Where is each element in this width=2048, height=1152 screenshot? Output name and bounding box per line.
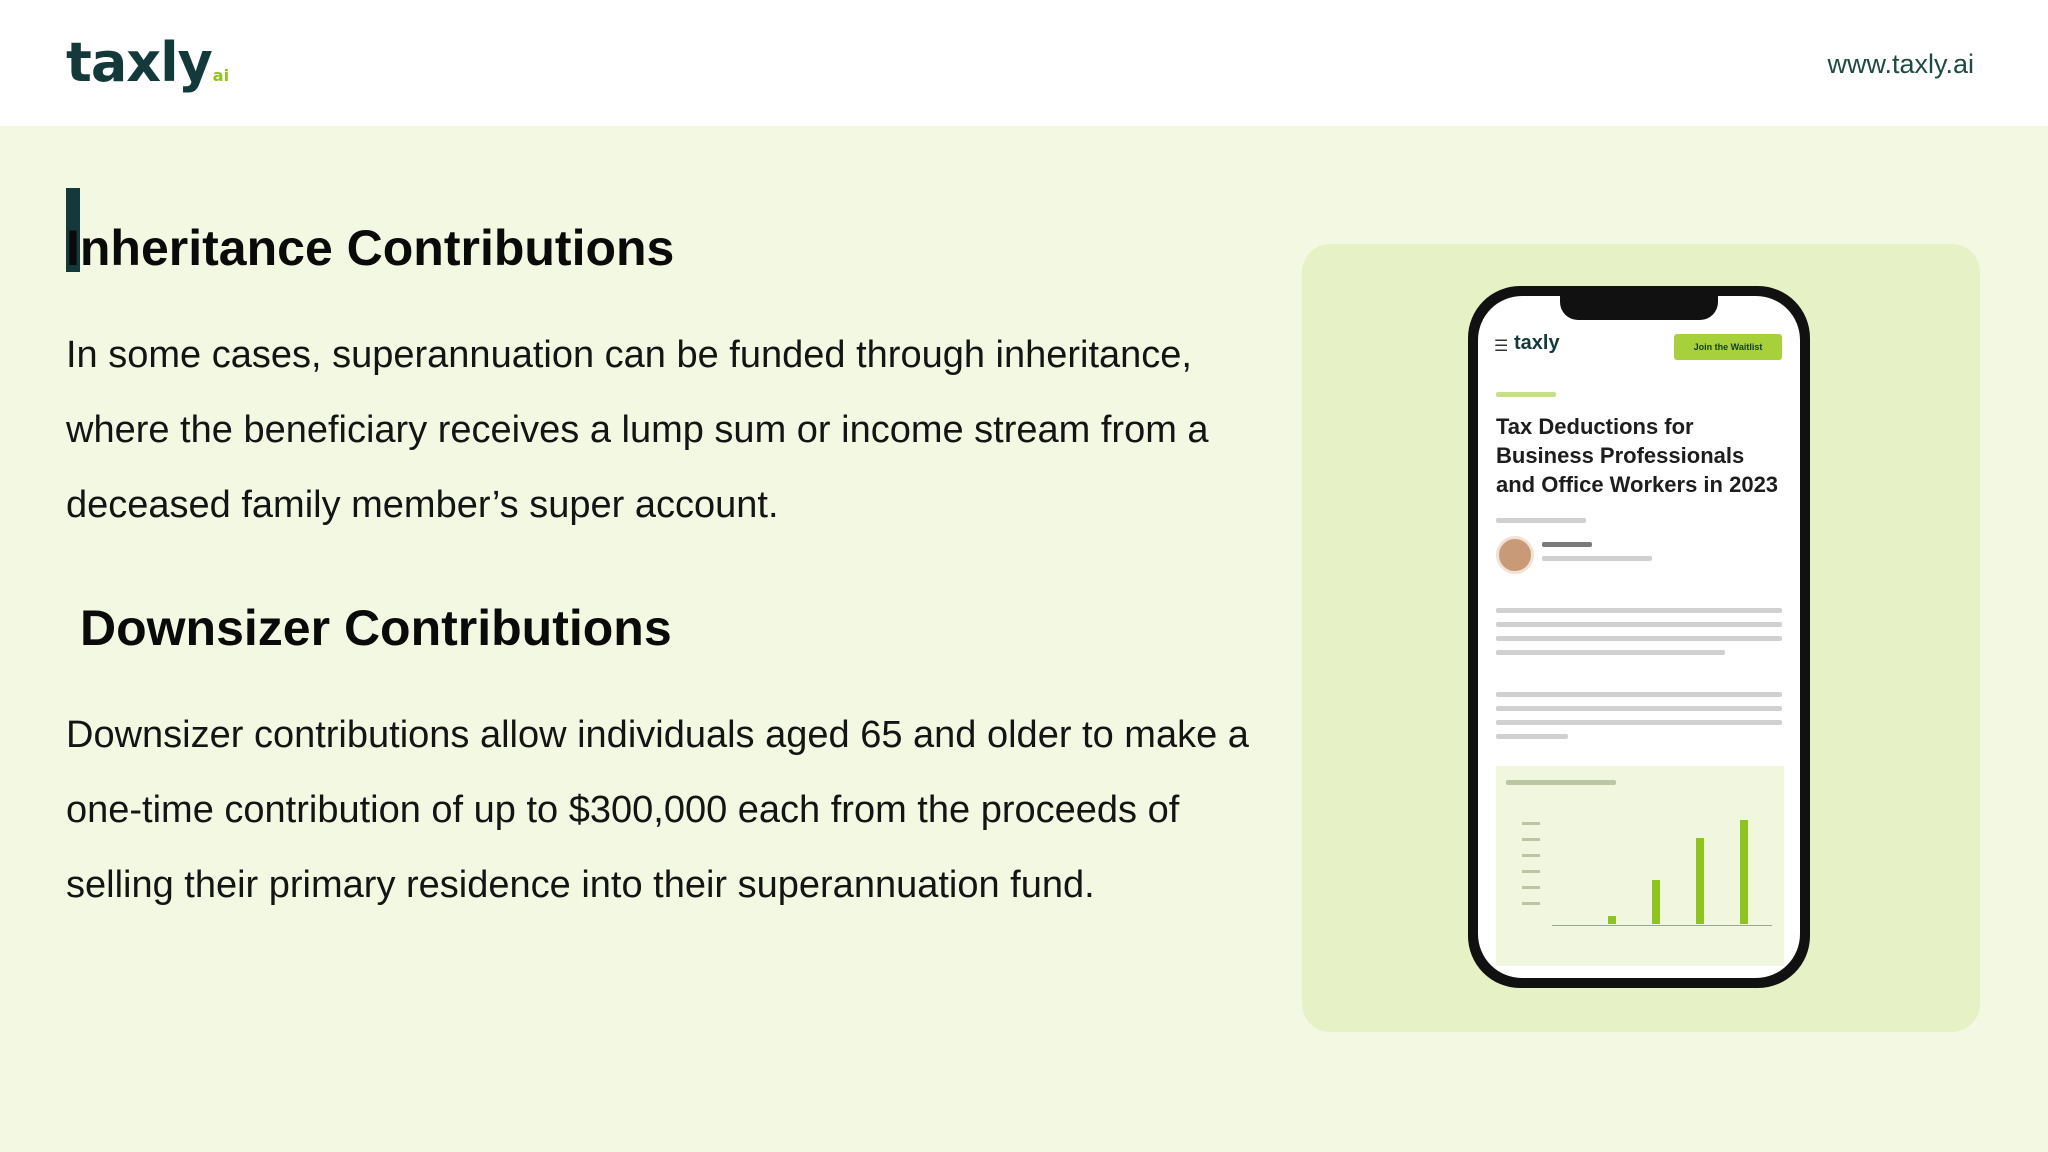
logo-suffix: ai	[212, 66, 230, 85]
phone-mockup	[1468, 286, 1810, 988]
screen-chart-thumbnail	[1496, 766, 1784, 966]
phone-screen	[1478, 296, 1800, 978]
screen-paragraph-2	[1496, 692, 1782, 748]
screen-paragraph-1	[1496, 608, 1782, 664]
join-waitlist-button: Join the Waitlist	[1674, 334, 1782, 360]
hamburger-icon: ☰	[1494, 338, 1509, 355]
author-avatar	[1496, 536, 1534, 574]
screen-breadcrumb-line	[1496, 518, 1782, 532]
screen-logo: taxly	[1514, 332, 1560, 354]
phone-mockup-card	[1302, 244, 1980, 1032]
site-url[interactable]: www.taxly.ai	[1827, 49, 1974, 79]
taxly-logo[interactable]	[66, 28, 229, 111]
screen-category-line	[1496, 392, 1782, 406]
downsizer-body: Downsizer contributions allow individuals aged 65 and older to make a one-time contribution of up to $300,000 each from the proceeds of selling their primary residence into their superannuation fund.	[66, 714, 1249, 906]
top-bar	[0, 0, 2048, 126]
screen-author-lines	[1542, 542, 1782, 570]
screen-article-title: Tax Deductions for Business Professionals and Office Workers in 2023	[1496, 414, 1779, 497]
logo-wordmark: taxly	[66, 31, 212, 94]
phone-notch	[1560, 296, 1718, 320]
inheritance-heading: Inheritance Contributions	[66, 220, 675, 276]
downsizer-heading: Downsizer Contributions	[80, 600, 672, 656]
inheritance-body: In some cases, superannuation can be funded through inheritance, where the beneficiary receives a lump sum or income stream from a deceased family member’s super account.	[66, 334, 1209, 526]
